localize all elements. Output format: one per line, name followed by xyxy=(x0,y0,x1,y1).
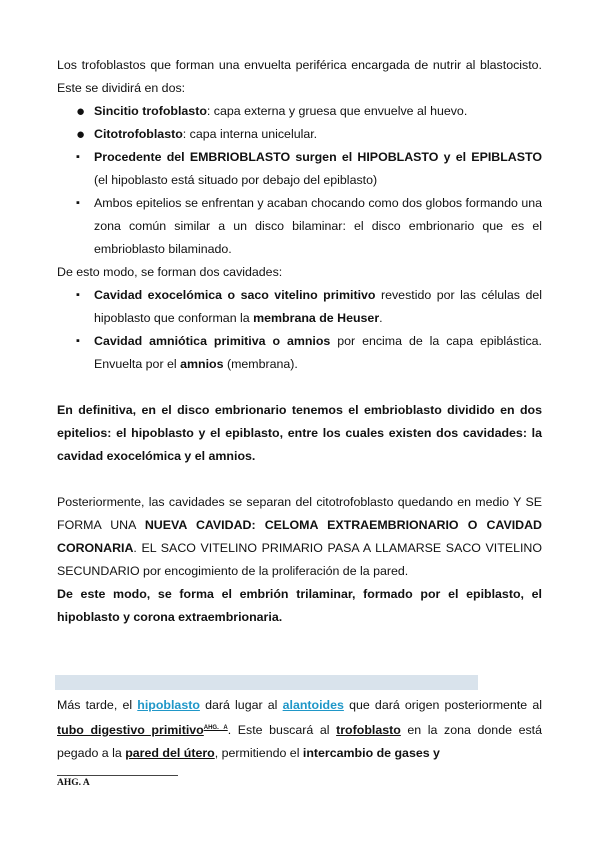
paragraph-trilaminar: De este modo, se forma el embrión trilaminar, formado por el epiblasto, el hipoblasto y corona extraembrionaria. xyxy=(57,587,542,624)
list-item: ● Citotrofoblasto: capa interna unicelular. xyxy=(57,123,542,146)
document-body xyxy=(57,54,542,629)
bullet-icon: ▪ xyxy=(76,197,80,209)
alantoides-link[interactable]: alantoides xyxy=(282,698,344,712)
paragraph-celoma: Posteriormente, las cavidades se separan del citotrofoblasto quedando en medio Y SE FORMA UNA NUEVA CAVIDAD: CELOMA EXTRAEMBRIONARIO O CAVIDAD CORONARIA. EL SACO VITELINO PRIMARIO PASA A LLAMARSE SACO VITELINO SECUNDARIO por encogimiento de la proliferación de la pared. xyxy=(57,495,543,578)
bullet-icon: ▪ xyxy=(76,289,80,301)
bullet-icon: ● xyxy=(76,126,86,143)
paragraph-definitiva: En definitiva, en el disco embrionario tenemos el embrioblasto dividido en dos epitelios: el hipoblasto y el epiblasto, entre los cuales existen dos cavidades: la cavidad exocelómica y el amnios. xyxy=(57,403,542,463)
highlight-bar xyxy=(55,675,478,690)
paragraph-alantoides: Más tarde, el hipoblasto dará lugar al alantoides que dará origen posteriormente al tubo digestivo primitivo$^{AHG. A}$. Este buscará al trofoblasto en la zona donde está pegado a la pared del útero, permitiendo el intercambio de gases y xyxy=(57,698,543,761)
footnote-separator xyxy=(57,775,178,776)
footnote: AHG. A xyxy=(57,778,90,788)
bullet-icon: ● xyxy=(76,103,86,120)
list-item: ▪ Cavidad amniótica primitiva o amnios por encima de la capa epiblástica. Envuelta por el amnios (membrana). xyxy=(57,330,542,376)
bullet-icon: ▪ xyxy=(76,335,80,347)
hipoblasto-link[interactable]: hipoblasto xyxy=(137,698,200,712)
list-item: ▪ Cavidad exocelómica o saco vitelino primitivo revestido por las células del hipoblasto que conforman la membrana de Heuser. xyxy=(57,284,542,330)
bullet-icon: ▪ xyxy=(76,151,80,163)
paragraph-cavidades: De esto modo, se forman dos cavidades: xyxy=(57,265,283,279)
list-item: ▪ Ambos epitelios se enfrentan y acaban chocando como dos globos formando una zona común similar a un disco bilaminar: el disco embrionario que es el embrioblasto bilaminado. xyxy=(57,192,542,261)
list-item: ● Sincitio trofoblasto: capa externa y gruesa que envuelve al huevo. xyxy=(57,100,542,123)
paragraph-intro: Los trofoblastos que forman una envuelta periférica encargada de nutrir al blastocisto. Este se dividirá en dos: xyxy=(57,58,542,95)
list-cavidades xyxy=(57,284,542,376)
document-body-continued xyxy=(57,694,542,765)
list-trofoblasto xyxy=(57,100,542,261)
list-item: ▪ Procedente del EMBRIOBLASTO surgen el HIPOBLASTO y el EPIBLASTO (el hipoblasto está situado por debajo del epiblasto) xyxy=(57,146,542,192)
footnote-ref[interactable]: AHG. A xyxy=(203,725,228,731)
